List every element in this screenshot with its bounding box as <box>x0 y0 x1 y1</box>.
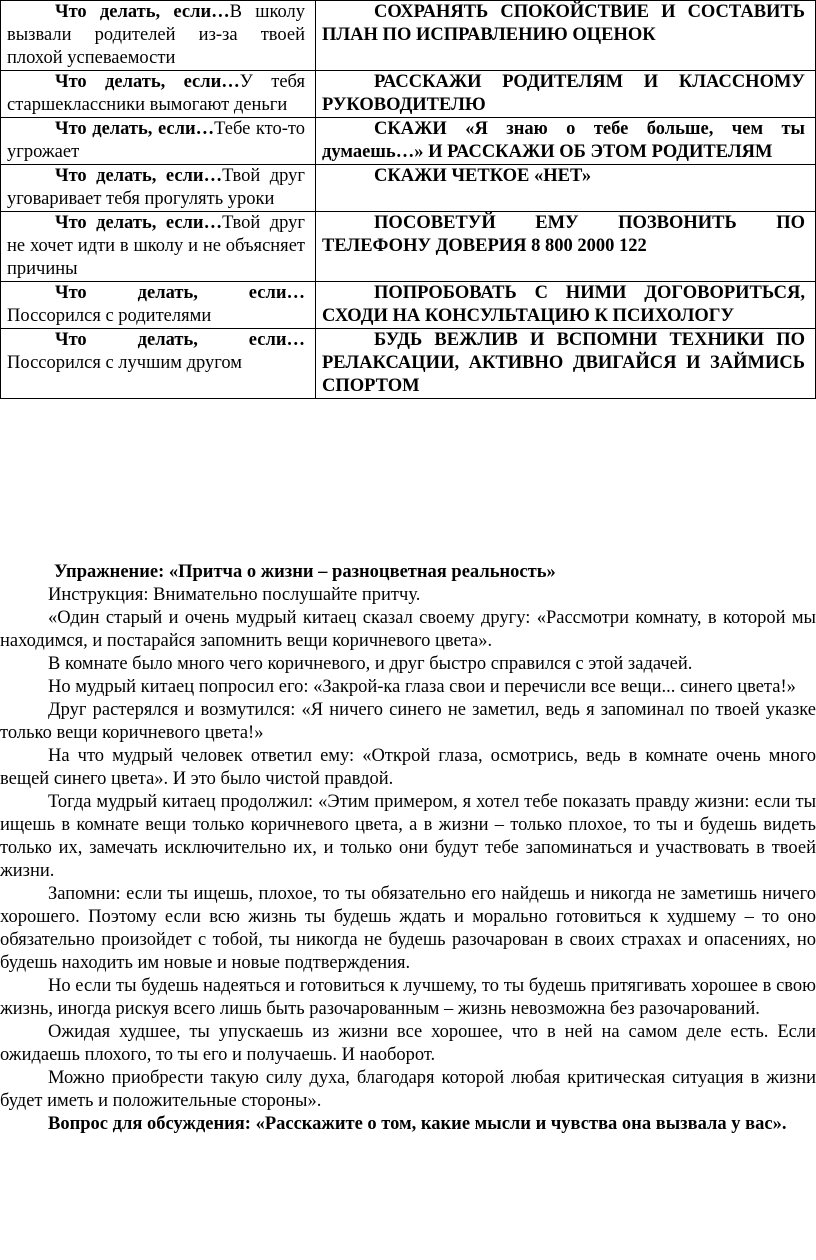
table-row <box>1 118 816 165</box>
exercise-paragraph: «Один старый и очень мудрый китаец сказал своему другу: «Рассмотри комнату, в которой мы находимся, и постарайся запомнить вещи коричневого цвета». <box>0 608 816 651</box>
situation-text: Тебе кто-то угрожает <box>7 119 305 162</box>
situation-text: Поссорился с родителями <box>7 306 212 326</box>
advice-cell <box>316 71 816 118</box>
advice-cell <box>316 212 816 282</box>
exercise-paragraph: Друг растерялся и возмутился: «Я ничего синего не заметил, ведь я запоминал по твоей указке только вещи коричневого цвета!» <box>0 700 816 743</box>
advice-text: СКАЖИ ЧЕТКОЕ «НЕТ» <box>374 166 592 186</box>
exercise-paragraph: Можно приобрести такую силу духа, благодаря которой любая критическая ситуация в жизни будет иметь и положительные стороны». <box>0 1068 816 1111</box>
situation-cell <box>1 118 316 165</box>
advice-cell <box>316 329 816 399</box>
situation-prefix: Что делать, если… <box>55 213 223 233</box>
exercise-paragraph: Тогда мудрый китаец продолжил: «Этим примером, я хотел тебе показать правду жизни: если ты ищешь в комнате вещи только коричневого цвета, а в жизни – только плохое, то ты и будешь видеть только их, замечать исключительно их, и только они будут тебе запоминаться и участвовать в твоей жизни. <box>0 792 816 881</box>
table-row <box>1 329 816 399</box>
exercise-paragraph: Ожидая худшее, ты упускаешь из жизни все хорошее, что в ней на самом деле есть. Если ожидаешь плохого, то ты его и получаешь. И наоборот. <box>0 1022 816 1065</box>
situation-cell <box>1 1 316 71</box>
table-row <box>1 165 816 212</box>
situation-cell <box>1 165 316 212</box>
table-row <box>1 212 816 282</box>
exercise-paragraph: Инструкция: Внимательно послушайте притчу. <box>48 585 421 605</box>
exercise-paragraph: В комнате было много чего коричневого, и друг быстро справился с этой задачей. <box>48 654 693 674</box>
exercise-paragraph: На что мудрый человек ответил ему: «Открой глаза, осмотрись, ведь в комнате очень много вещей синего цвета». И это было чистой правдой. <box>0 746 816 789</box>
advice-text: БУДЬ ВЕЖЛИВ И ВСПОМНИ ТЕХНИКИ ПО РЕЛАКСАЦИИ, АКТИВНО ДВИГАЙСЯ И ЗАЙМИСЬ СПОРТОМ <box>322 330 805 396</box>
exercise-paragraph: Но если ты будешь надеяться и готовиться к лучшему, то ты будешь притягивать хорошее в свою жизнь, иногда рискуя всего лишь быть разочарованным – жизнь невозможна без разочарований. <box>0 976 816 1019</box>
advice-text: ПОСОВЕТУЙ ЕМУ ПОЗВОНИТЬ ПО ТЕЛЕФОНУ ДОВЕРИЯ 8 800 2000 122 <box>322 213 805 256</box>
situation-cell <box>1 212 316 282</box>
advice-text: ПОПРОБОВАТЬ С НИМИ ДОГОВОРИТЬСЯ, СХОДИ НА КОНСУЛЬТАЦИЮ К ПСИХОЛОГУ <box>322 283 805 326</box>
situation-text: Твой друг уговаривает тебя прогулять уроки <box>7 166 305 209</box>
situation-prefix: Что делать, если… <box>55 2 230 22</box>
advice-cell <box>316 165 816 212</box>
advice-text: СКАЖИ «Я знаю о тебе больше, чем ты думаешь…» И РАССКАЖИ ОБ ЭТОМ РОДИТЕЛЯМ <box>322 119 805 162</box>
exercise-section <box>0 561 816 1136</box>
table-row <box>1 1 816 71</box>
exercise-paragraphs <box>0 584 816 1113</box>
situation-cell <box>1 71 316 118</box>
exercise-paragraph: Запомни: если ты ищешь, плохое, то ты обязательно его найдешь и никогда не заметишь ничего хорошего. Поэтому если всю жизнь ты будешь ждать и морально готовиться к худшему – то оно обязательно произойдет с тобой, ты никогда не будешь разочарован в своих страхах и опасениях, но будешь находить им новые и новые подтверждения. <box>0 884 816 973</box>
advice-cell <box>316 1 816 71</box>
situation-text: Твой друг не хочет идти в школу и не объясняет причины <box>7 213 305 279</box>
discussion-question: Вопрос для обсуждения: «Расскажите о том, какие мысли и чувства она вызвала у вас». <box>48 1114 787 1134</box>
situation-prefix: Что делать, если… <box>55 119 215 139</box>
advice-cell <box>316 118 816 165</box>
situation-text: Поссорился с лучшим другом <box>7 353 242 373</box>
situation-prefix: Что делать, если… <box>55 283 305 303</box>
advice-text: РАССКАЖИ РОДИТЕЛЯМ И КЛАССНОМУ РУКОВОДИТЕЛЮ <box>322 72 805 115</box>
situation-text: В школу вызвали родителей из-за твоей плохой успеваемости <box>7 2 305 68</box>
situation-text: У тебя старшеклассники вымогают деньги <box>7 72 305 115</box>
situation-prefix: Что делать, если… <box>55 330 305 350</box>
table-row <box>1 71 816 118</box>
situation-cell <box>1 329 316 399</box>
situation-cell <box>1 282 316 329</box>
advice-table <box>0 0 816 399</box>
situation-prefix: Что делать, если… <box>55 166 223 186</box>
advice-cell <box>316 282 816 329</box>
exercise-title: Упражнение: «Притча о жизни – разноцветная реальность» <box>54 562 556 582</box>
exercise-paragraph: Но мудрый китаец попросил его: «Закрой-ка глаза свои и перечисли все вещи... синего цвета!» <box>48 677 796 697</box>
table-row <box>1 282 816 329</box>
situation-prefix: Что делать, если… <box>55 72 240 92</box>
advice-table-body <box>1 1 816 399</box>
advice-text: СОХРАНЯТЬ СПОКОЙСТВИЕ И СОСТАВИТЬ ПЛАН ПО ИСПРАВЛЕНИЮ ОЦЕНОК <box>322 2 805 45</box>
